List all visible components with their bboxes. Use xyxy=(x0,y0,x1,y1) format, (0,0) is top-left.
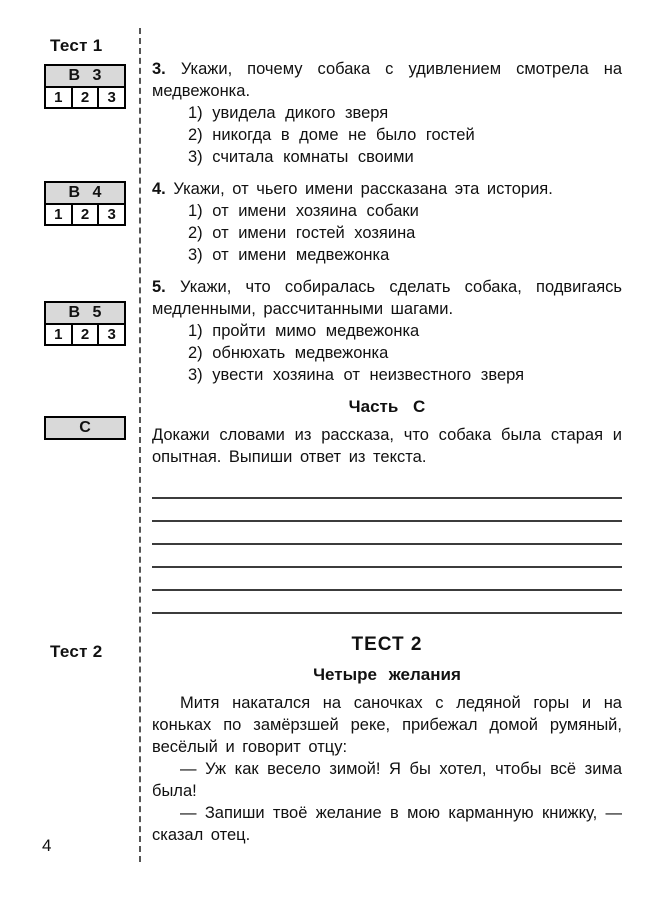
options-list xyxy=(152,320,622,386)
story-paragraph: Митя накатался на саночках с ледяной горы и на коньках по замёрзшей реке, прибежал домой румяный, весёлый и говорит отцу: xyxy=(152,694,622,756)
option-item: 3) увести хозяина от неизвестного зверя xyxy=(188,366,525,384)
question-3 xyxy=(152,58,622,168)
test1-margin-label: Тест 1 xyxy=(50,36,103,55)
question-4 xyxy=(152,178,622,266)
test2-subheading: Четыре желания xyxy=(313,665,461,684)
answer-line xyxy=(152,591,622,614)
answer-line xyxy=(152,545,622,568)
part-c-task: Докажи словами из рассказа, что собака была старая и опытная. Выпиши ответ из текста. xyxy=(152,426,622,466)
question-number: 5. xyxy=(152,278,166,296)
question-5 xyxy=(152,276,622,386)
option-item: 2) обнюхать медвежонка xyxy=(188,344,389,362)
option-item: 1) увидела дикого зверя xyxy=(188,104,389,122)
answer-box-v5 xyxy=(44,301,126,346)
options-list xyxy=(152,200,622,266)
answer-cell: 1 xyxy=(44,323,73,346)
answer-cell: 3 xyxy=(97,203,126,226)
page-number: 4 xyxy=(42,836,52,855)
option-item: 3) считала комнаты своими xyxy=(188,148,414,166)
story-paragraph: — Уж как весело зимой! Я бы хотел, чтобы всё зима была! xyxy=(152,760,622,800)
answer-line xyxy=(152,568,622,591)
option-item: 2) от имени гостей хозяина xyxy=(188,224,416,242)
question-number: 3. xyxy=(152,60,166,78)
question-text: 4. Укажи, от чьего имени рассказана эта история. xyxy=(152,180,553,198)
options-list xyxy=(152,102,622,168)
test2-margin-label: Тест 2 xyxy=(50,642,103,661)
option-item: 2) никогда в доме не было гостей xyxy=(188,126,475,144)
test2-section xyxy=(152,634,622,846)
story-text xyxy=(152,692,622,846)
answer-cell: 1 xyxy=(44,86,73,109)
question-text: 5. Укажи, что собиралась сделать собака, подвигаясь медленными, рассчитанными шагами. xyxy=(152,278,622,318)
answer-line xyxy=(152,522,622,545)
answer-box-cells xyxy=(44,203,126,226)
answer-cell: 2 xyxy=(71,86,100,109)
story-paragraph: — Запиши твоё желание в мою карманную книжку, — сказал отец. xyxy=(152,804,622,844)
answer-cell: 3 xyxy=(97,323,126,346)
answer-box-cells xyxy=(44,323,126,346)
answer-box-v3 xyxy=(44,64,126,109)
option-item: 1) пройти мимо медвежонка xyxy=(188,322,420,340)
answer-cell: 1 xyxy=(44,203,73,226)
question-text: 3. Укажи, почему собака с удивлением смотрела на медвежонка. xyxy=(152,60,622,100)
answer-line xyxy=(152,476,622,499)
answer-cell: 3 xyxy=(97,86,126,109)
test2-heading: ТЕСТ 2 xyxy=(351,634,423,655)
answer-box-v4 xyxy=(44,181,126,226)
answer-box-header: В 3 xyxy=(44,64,126,88)
question-number: 4. xyxy=(152,180,166,198)
answer-lines xyxy=(152,476,622,614)
option-item: 1) от имени хозяина собаки xyxy=(188,202,419,220)
answer-cell: 2 xyxy=(71,203,100,226)
dashed-divider xyxy=(139,28,141,862)
option-item: 3) от имени медвежонка xyxy=(188,246,390,264)
answer-line xyxy=(152,499,622,522)
answer-box-header: В 4 xyxy=(44,181,126,205)
answer-box-cells xyxy=(44,86,126,109)
margin-column xyxy=(0,0,140,898)
answer-cell: 2 xyxy=(71,323,100,346)
main-content xyxy=(152,58,622,846)
part-c-heading: Часть С xyxy=(348,397,426,416)
answer-box-header: В 5 xyxy=(44,301,126,325)
part-c-margin-box: С xyxy=(44,416,126,440)
